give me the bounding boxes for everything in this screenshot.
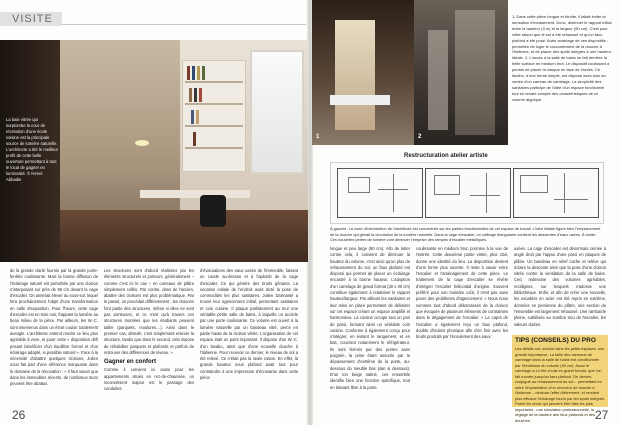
column-text: Face à la nécessité d'abattre quelques cloisons, Julien nous fait part d'une référence marquante dans le domaine de la rénovation : « Il faut savoir que dans les immeubles récents, de nombreux murs peuvent être abattus. bbox=[10, 349, 98, 387]
tips-body: Les détails ont, surtout dans les petits espaces, une grande importance. La taille des carreaux de carrelage dans la salle de bains est conditionnée par l'étroitesse du volume (90 cm). Aussi le carrelage a-t-il été choisi en grand format, que l'on fait monter jusqu'au faux plafond. De dernier, conjugué au rehaussement du sol – permettant en outre l'implantation d'un receveur de douche à l'italienne – diminue l'effet d'étirement, et rendent plus efficace l'éclairage fourni par les spots intégrés. Parmi les choix qui peuvent être faits les plus importants : une simulation professionnelle, la réglage de la hauteur des faux plafonds et des douches. bbox=[515, 346, 605, 423]
floor-plan-after bbox=[513, 168, 599, 218]
column-text: usées. La cage d'escalier est désormais cernée à angle droit par l'appui d'une paroi en plaques de plâtre. Un bandeau en relief cache et relève qui éclaire la descente ainsi que la pose d'une cloison vitrée contre la ventilation de la salle de bains. Ceci redessine des volumes agréables, rectilignes, sur lesquels s'adosse une bibliothèque. Enfin, et afin de créer une nouvelle, les escaliers en acier ont été repris en extrême, données en persienne du plâtre, une section de l'ensemble est largement rehaussé. Une rambarde pleine, subtilisée au sombre trou de l'escalier, les valeurs claires. bbox=[514, 246, 606, 327]
photo-badge-2: 2 bbox=[418, 134, 422, 140]
floor-plan-middle bbox=[425, 168, 511, 218]
floor-plan-before bbox=[337, 168, 423, 218]
column-text: d'évacuations des eaux usées de l'immeuble, faisant un coude au-dessus et à l'aplomb de la cage d'escalier. Ce qui génère des bruits gênants. La vocation initiale de l'endroit avait dicté la pose de commodités les plus sanitaires. Julien Darmanté a trouvé leur agencement initial, permettant sanitaires et coin cuisine. Il plaque parfaitement au mur une véritable petite salle de bains, à laquelle on accède par une porte coulissante. Ce volume est ouvert à la lumière naturelle par un bandeau vitré, percé en partie haute de la cloison vitrée. L'organisation de cet espace était un point important. Il dispose d'un W.-C. d'un lavabo, ainsi que d'une nouvelle douche à l'italienne. Pour recevoir ce dernier, le niveau de sol a été relevé. Ce n'était pas la seule raison. En effet, la grande hauteur sous plafond avait tout pour contraindre à une impression d'écrasante dans cette pièce bbox=[200, 268, 298, 381]
desk bbox=[140, 190, 250, 198]
floor bbox=[60, 210, 308, 262]
subheading: Gagner en confort bbox=[104, 359, 157, 366]
article-column-5 bbox=[416, 246, 508, 386]
lit-wall bbox=[335, 20, 375, 130]
sink bbox=[330, 95, 390, 105]
photo-badge-1: 1 bbox=[316, 134, 320, 140]
page-number-left: 26 bbox=[12, 408, 26, 422]
article-column-3 bbox=[200, 268, 298, 408]
article-column-1 bbox=[10, 268, 98, 408]
window bbox=[250, 50, 304, 174]
column-text: de la grande clarté fournie par la grande porte-fenêtre coulissante. Mais la bonne diffusion de l'éclairage naturel est perturbée par une cloison s'interposant sur près de 96 cm devant la cage d'escalier. On aimerait élever au sous-sol, lequel fera prochainement l'objet d'une transformation en salle d'exposition. Pour l'heure, cette cage d'escalier est en trois noir, frappant la lumière au beau milieu de la pièce. Par ailleurs, les W.-C. sont intervenus dans un étroit couloir totalement aveugle. L'architecte entend rendre ce lieu plus agréable à vivre, et jouer cette « disposition défi posant bénéficier d'un équilibre formel et d'un éclairage adapté, si possible naturel ». bbox=[10, 268, 98, 355]
column-text: Comme il convient ici aussi pour les appartements situés en rez-de-chaussée, un inconvénient majeur est le passage des conduites bbox=[104, 367, 194, 392]
shower-glass bbox=[428, 30, 448, 130]
bookshelf bbox=[182, 60, 246, 172]
page-number-right: 27 bbox=[595, 408, 609, 422]
section-label: VISITE bbox=[12, 13, 53, 25]
tips-title: TIPS (CONSEILS) DU PRO bbox=[515, 337, 596, 344]
plan-caption: À gauche. La zone d'intervention de l'architecte est concentrée sur les parties fonctionnelles de cet espace de travail. L'idée initiale figure bien l'emplacement de la douche qui gênait la circulation de la lumière naturelle. Dans la cage d'escalier, un coffrage triangulaire contient les descentes d'eaux usées. À droite. Ces nouvelles pertes de lumière vont diminuer l'emprise des rampes d'escalier métalliques. bbox=[330, 226, 601, 243]
article-column-4 bbox=[330, 246, 410, 390]
column-text: longue et peu large (90 cm). Afin de lutter contre cela, il convient de diminuer la hauteur du volume, c'est ainsi qu'un plus de rehaussement du sol, un faux plafond est disposé qui permet de placer un éclairage encastré à la bonne hauteur. L'adoption d'un carrelage de grand format (30 x 30 cm) contribue également à relativiser le rapport hauteur/largeur. Par ailleurs les sanitaires et leur mise en place permettent de délimiter sur cet espace créant un espace amplifié et harmonieux. La cuisine occupe tout un pan de paroi, formant ainsi un véritable coin cuisine. Conforme à également conçu pour s'intégrer, en évitant le rangement, et en bas, couvrant notamment le réfrigérateur. Ils sont fermés par des portes sans poignée, la prise étant assurée par le dépassement d'extrême de la porte, au-dessous du meuble bas plan si dessous). D'un ton beige satiné, ces ensemble identifie bien une fonction spécifique, tout en laissant libre à la porte bbox=[330, 246, 410, 390]
office-chair bbox=[200, 195, 226, 227]
photo-caption: La baie vitrée qui surplombe la cour de récréation d'une école voisine est la principale source de lumière naturelle. L'architecte a tiré le meilleur profit de cette belle ouverture permettant à tout le local de gagner en luminosité. © Hervé Abbadie bbox=[6, 117, 59, 182]
column-text: Les structures sont d'abord réalisées par les éléments structurels et porteurs, généralement – comme c'est ici le cas – en carreaux de plâtre simplement collés. Par contre, dans de l'ancien, abattre des cloisons est plus problématique. Par le passé, on procédait différemment : les cloisons font partie des structures, même si elles ne sont pas porteuses, et ce n'est qu'à travers ces structures montées que les étudiants peuvent tailler (parquets, moulures…). Ainsi dans le premier cas, démolir, c'est simplement enlever la structure, tandis que dans le second, cela impose de réhabiliter parquets et plafonds et parfois de retrouver des différences de niveau. » bbox=[104, 268, 194, 355]
tiled-wall bbox=[455, 10, 495, 135]
photos-caption: 1. Dans cette pièce longue et étroite, il fallait éviter la sensation d'écrasement. Donc, diminuer le rapport initial entre la hauteur (3 m) et la largeur (90 cm). C'est pour cette raison que le sol a été rehaussé et qu'un faux plafond a été posé. Autre avantage de ces dispositifs : permettre de loger le raccordement de la douche à l'italienne, et de placer des spots intégrés à une hauteur idéale. 2. L'accès à la salle de bains se fait derrière la belle surface en medium brut. Le dispositif coulissant a permis de placer la vasque en face de l'accès. Ce lavabo, d'une forme simple, est disposé avec soin au centre d'un carreau de carrelage. La simplicité des sanitaires participe de l'idée d'un espace fonctionnel tout en tenant compte des caractéristiques de ce volume atypique. bbox=[512, 14, 612, 102]
pendant-lamp bbox=[135, 140, 149, 146]
article-column-2 bbox=[104, 268, 194, 408]
floor-plan-panel bbox=[330, 162, 604, 224]
header-rule bbox=[62, 24, 306, 25]
article-column-6 bbox=[514, 246, 606, 330]
plan-title: Restructuration atelier artiste bbox=[404, 153, 488, 159]
column-text: coulissante en médium brut, promise à la vue de l'entrée. Cette deuxième partie vitrée, plus clair, donne une identité du lieu. La disposition devient d'une forme plus ouverte. Il reste à savoir entre l'escalier et l'aménagement de cette pièce. Le traitement de la cage d'escalier se révèle d'intégrer l'escalier hélicoïdal d'origine. Souvent préféré pour son moindre coût, il n'est pas sans poser des problèmes d'agencement. « Nous nous sommes tout d'abord débarrassés de la cloison que évoquée de plusieurs éléments de contraintes dans le dégagement de l'escalier. » Le capot de l'escalier a également reçu un faux plafond, double d'isolant phonique afin d'en finir avec les bruits produits par l'écoulement des eaux bbox=[416, 246, 508, 340]
